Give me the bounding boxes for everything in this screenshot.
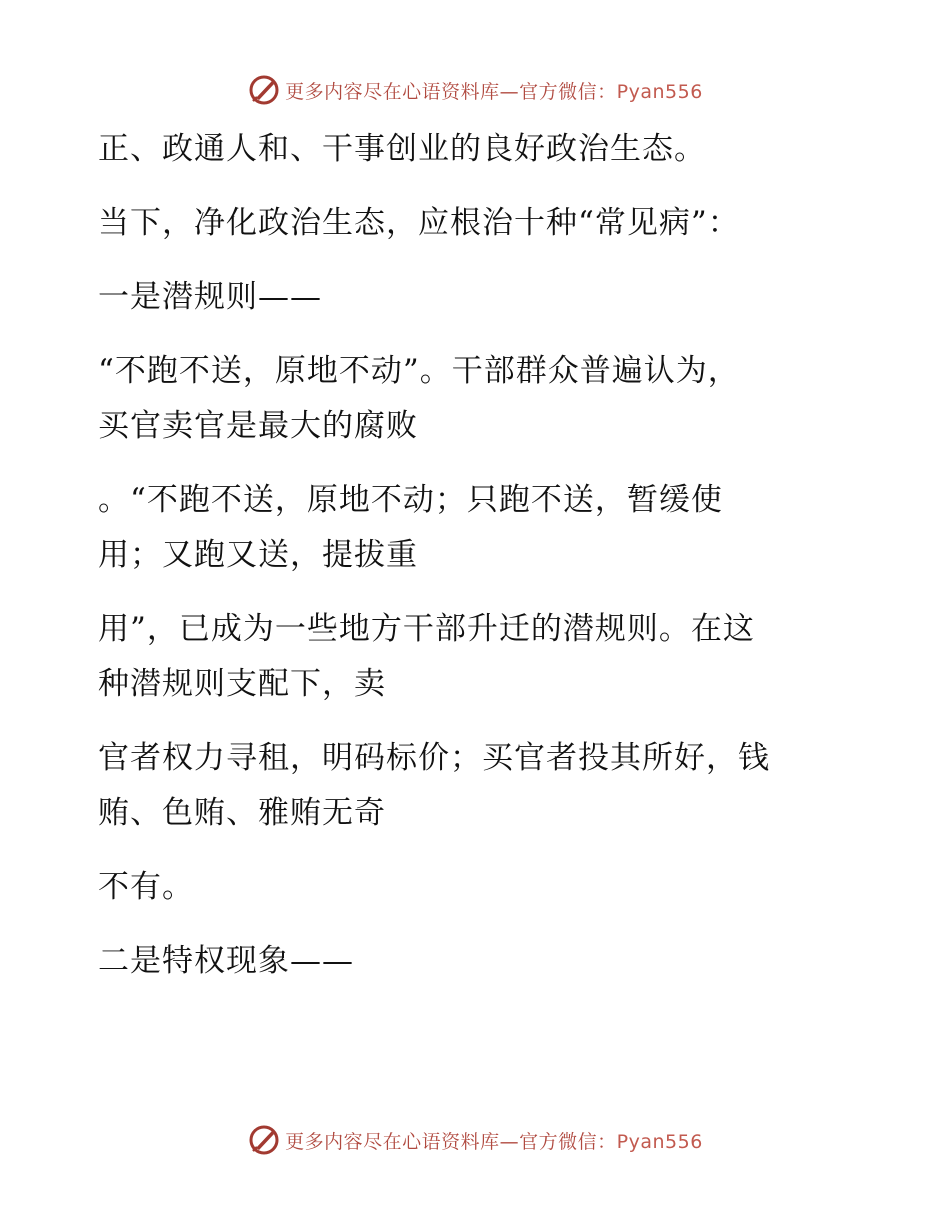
section-heading: 一是潜规则—— bbox=[98, 279, 322, 315]
watermark-text: 更多内容尽在心语资料库—官方微信：Pyan556 bbox=[285, 1130, 703, 1153]
paragraph: 正、政通人和、干事创业的良好政治生态。 bbox=[98, 131, 706, 167]
paragraph: “不跑不送，原地不动”。干部群众普遍认为， 买官卖官是最大的腐败 bbox=[98, 353, 740, 444]
paragraph: 用”，已成为一些地方干部升迁的潜规则。在这 种潜规则支配下，卖 bbox=[98, 611, 755, 702]
paragraph: 不有。 bbox=[98, 869, 194, 905]
paragraph: 官者权力寻租，明码标价；买官者投其所好，钱 贿、色贿、雅贿无奇 bbox=[98, 740, 770, 831]
footer-watermark bbox=[0, 1120, 950, 1160]
document-body bbox=[98, 122, 838, 1008]
watermark-text: 更多内容尽在心语资料库—官方微信：Pyan556 bbox=[285, 80, 703, 103]
paragraph: 当下，净化政治生态，应根治十种“常见病”： bbox=[98, 205, 740, 241]
quill-seal-icon bbox=[247, 1123, 281, 1157]
paragraph: 。“不跑不送，原地不动；只跑不送，暂缓使 用；又跑又送，提拔重 bbox=[98, 482, 723, 573]
header-watermark bbox=[0, 70, 950, 110]
section-heading: 二是特权现象—— bbox=[98, 943, 354, 979]
quill-seal-icon bbox=[247, 73, 281, 107]
